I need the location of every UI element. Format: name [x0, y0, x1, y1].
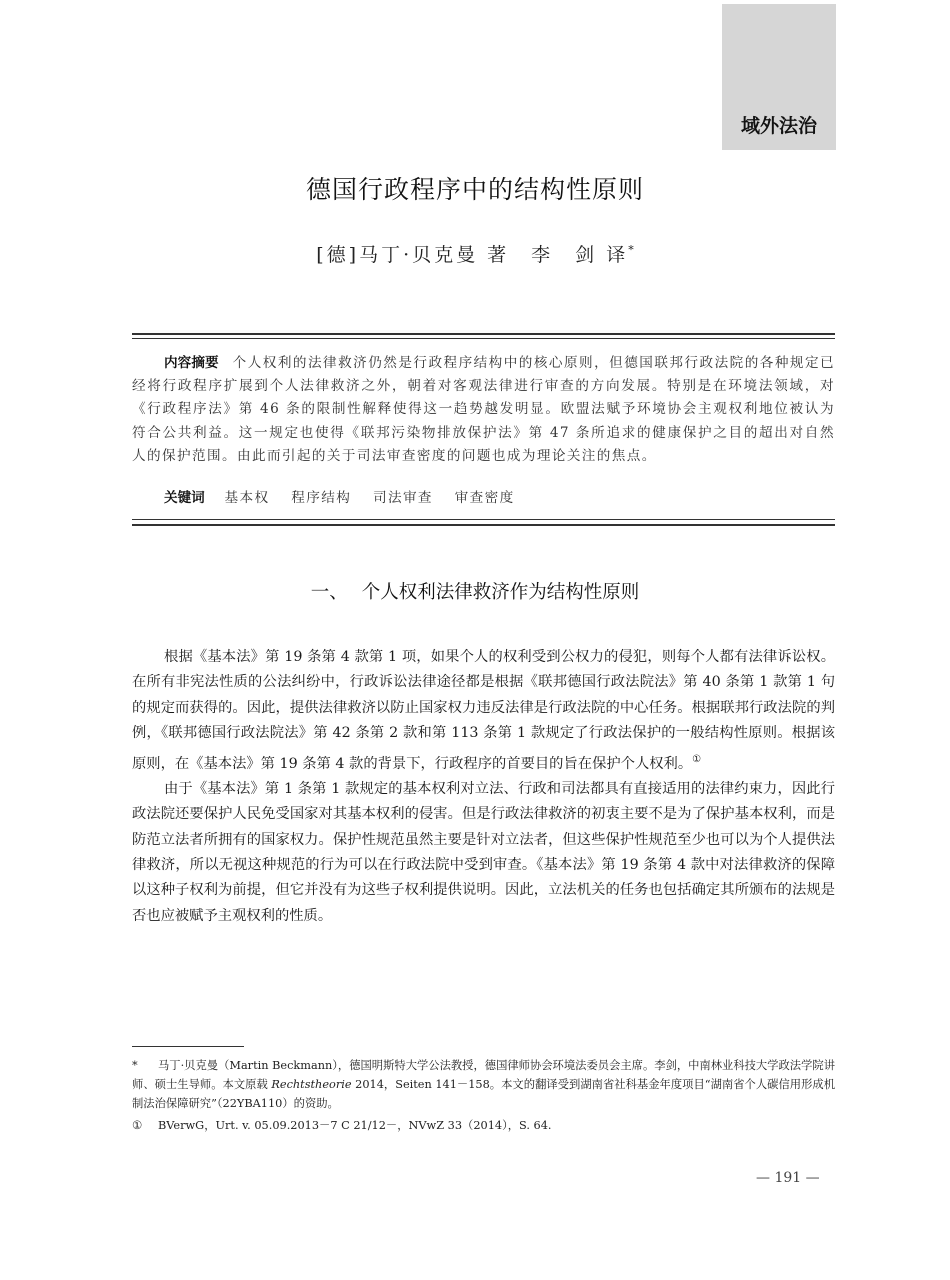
- section-number: 一、: [310, 582, 348, 603]
- page-number: — 191 —: [756, 1170, 820, 1186]
- section-tab-label: 域外法治: [740, 115, 817, 137]
- paragraph-text: 根据《基本法》第 19 条第 4 款第 1 项，如果个人的权利受到公权力的侵犯，则每个人都有法律诉讼权。在所有非宪法性质的公法纠纷中，行政诉讼法律途径都是根据《联邦德国行政法院法》第 40 条第 1 款第 1 句的规定而获得的。因此，提供法律救济以防止国家权力违反法律是行政法院的中心任务。根据联邦行政法院的判例，《联邦德国行政法院法》第 42 条第 2 款和第 113 条第 1 款规定了行政法保护的一般结构性原则。根据该原则，在《基本法》第 19 条第 4 款的背景下，行政程序的首要目的旨在保护个人权利。: [132, 649, 835, 772]
- abstract-top-rule-thin: [132, 338, 835, 339]
- abstract-bottom-rule-thin: [132, 519, 835, 520]
- abstract-text: 个人权利的法律救济仍然是行政程序结构中的核心原则，但德国联邦行政法院的各种规定已经将行政程序扩展到个人法律救济之外，朝着对客观法律进行审查的方向发展。特别是在环境法领域，对《行政程序法》第 46 条的限制性解释使得这一趋势越发明显。欧盟法赋予环境协会主观权利地位被认为符合公共利益。这一规定也使得《联邦污染物排放保护法》第 47 条所追求的健康保护之目的超出对自然人的保护范围。由此而引起的关于司法审查密度的问题也成为理论关注的焦点。: [132, 355, 836, 464]
- article-authors: [0, 240, 950, 267]
- abstract: [132, 352, 835, 468]
- abstract-label: 内容摘要: [164, 355, 219, 371]
- author-note-mark: *: [628, 243, 634, 257]
- footnote: [132, 1056, 835, 1113]
- body-paragraph: [132, 645, 835, 777]
- footnote-text: 马丁·贝克曼（Martin Beckmann），德国明斯特大学公法教授，德国律师协会环境法委员会主席。李剑，中南林业科技大学政法学院讲师、硕士生导师。本文原载: [132, 1059, 835, 1091]
- section-tab: [722, 4, 836, 150]
- footnote: [132, 1116, 835, 1135]
- footnote-text: 2014，Seiten 141－158。本文的翻译受到湖南省社科基金年度项目“湖南省个人碳信用形成机制法治保障研究”（22YBA110）的资助。: [132, 1078, 836, 1110]
- footnote-rule: [132, 1046, 244, 1047]
- footnote-italic-title: Rechtstheorie: [271, 1078, 352, 1091]
- footnotes: [132, 1056, 835, 1138]
- footnote-text: BVerwG，Urt. v. 05.09.2013－7 C 21/12－，NVwZ 33（2014），S. 64.: [158, 1119, 552, 1132]
- body-text: [132, 645, 835, 929]
- abstract-bottom-rule: [132, 524, 835, 526]
- authors-text: [德]马丁·贝克曼 著 李 剑 译: [316, 244, 629, 266]
- footnote-mark: ①: [132, 1119, 143, 1132]
- body-paragraph: 由于《基本法》第 1 条第 1 款规定的基本权利对立法、行政和司法都具有直接适用的法律约束力，因此行政法院还要保护人民免受国家对其基本权利的侵害。但是行政法律救济的初衷主要不是为了保护基本权利，而是防范立法者所拥有的国家权力。保护性规范虽然主要是针对立法者，但这些保护性规范至少也可以为个人提供法律救济，所以无视这种规范的行为可以在行政法院中受到审查。《基本法》第 19 条第 4 款中对法律救济的保障以这种子权利为前提，但它并没有为这些子权利提供说明。因此，立法机关的任务也包括确定其所颁布的法规是否也应被赋予主观权利的性质。: [132, 780, 835, 924]
- section-heading-text: 个人权利法律救济作为结构性原则: [361, 582, 640, 603]
- footnote-ref: ①: [692, 753, 702, 765]
- keywords: [164, 486, 531, 506]
- footnote-mark: *: [132, 1059, 138, 1072]
- keyword: 审查密度: [454, 490, 515, 506]
- abstract-top-rule: [132, 333, 835, 335]
- keyword: 司法审查: [372, 490, 433, 506]
- keyword: 程序结构: [291, 490, 352, 506]
- article-title: 德国行政程序中的结构性原则: [305, 175, 644, 204]
- keywords-label: 关键词: [164, 490, 205, 506]
- keyword: 基本权: [224, 490, 270, 506]
- section-heading: [0, 578, 950, 604]
